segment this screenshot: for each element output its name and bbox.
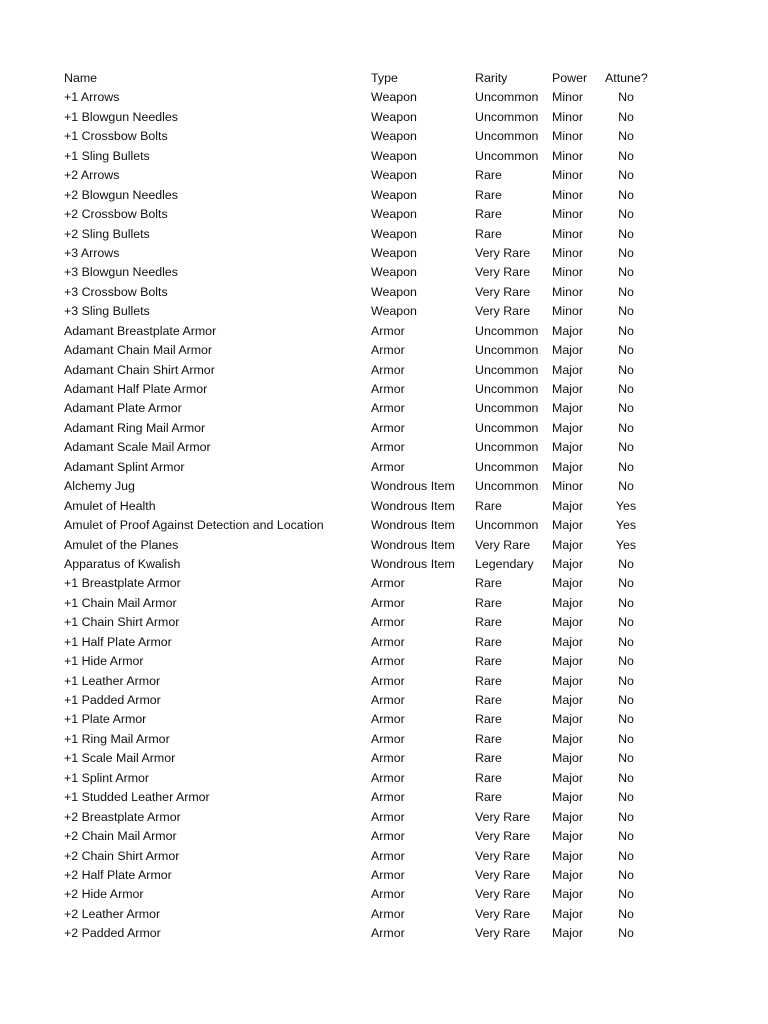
cell-type: Armor <box>371 420 405 435</box>
cell-name: +2 Crossbow Bolts <box>64 207 168 222</box>
cell-rarity: Very Rare <box>475 867 531 882</box>
cell-attune: No <box>618 576 634 591</box>
cell-name: +2 Half Plate Armor <box>64 867 172 882</box>
cell-name: +1 Padded Armor <box>64 693 161 707</box>
cell-attune: No <box>618 440 634 455</box>
cell-attune: No <box>618 848 634 863</box>
header-attune: Attune? <box>605 71 648 85</box>
cell-rarity: Uncommon <box>475 420 539 435</box>
table-row <box>0 905 768 924</box>
cell-attune: No <box>618 693 634 707</box>
table-row <box>0 866 768 885</box>
cell-attune: Yes <box>615 498 637 513</box>
cell-name: +2 Breastplate Armor <box>64 809 181 824</box>
cell-name: +2 Sling Bullets <box>64 226 150 241</box>
cell-type: Armor <box>371 751 405 766</box>
table-row <box>0 477 768 496</box>
cell-type: Weapon <box>371 168 417 183</box>
cell-attune: No <box>618 90 634 105</box>
cell-power: Major <box>552 401 583 416</box>
table-row <box>0 419 768 438</box>
cell-rarity: Rare <box>475 634 502 649</box>
table-row <box>0 225 768 244</box>
cell-rarity: Very Rare <box>475 906 531 921</box>
cell-attune: No <box>618 284 634 299</box>
cell-attune: No <box>618 343 634 358</box>
cell-name: Amulet of Proof Against Detection and Location <box>64 518 324 533</box>
cell-power: Major <box>552 362 583 377</box>
cell-attune: No <box>618 595 634 610</box>
cell-type: Armor <box>371 673 405 688</box>
table-row <box>0 341 768 360</box>
cell-type: Armor <box>371 809 405 824</box>
table-row <box>0 633 768 652</box>
cell-power: Major <box>552 459 583 474</box>
cell-power: Minor <box>552 207 583 222</box>
cell-name: +3 Blowgun Needles <box>64 265 179 280</box>
table-row <box>0 885 768 904</box>
cell-power: Major <box>552 518 583 533</box>
table-row <box>0 613 768 632</box>
cell-attune: No <box>618 420 634 435</box>
cell-type: Armor <box>371 459 405 474</box>
table-body <box>0 88 768 943</box>
cell-attune: No <box>618 226 634 241</box>
cell-power: Minor <box>552 90 583 105</box>
cell-rarity: Very Rare <box>475 304 531 319</box>
cell-type: Armor <box>371 731 405 746</box>
cell-attune: No <box>618 459 634 474</box>
cell-power: Major <box>552 867 583 882</box>
cell-rarity: Uncommon <box>475 440 539 455</box>
cell-type: Armor <box>371 615 405 630</box>
cell-rarity: Rare <box>475 498 502 513</box>
cell-type: Wondrous Item <box>371 537 455 552</box>
cell-rarity: Rare <box>475 712 502 727</box>
table-row <box>0 691 768 710</box>
table-row <box>0 749 768 768</box>
table-row <box>0 536 768 555</box>
cell-power: Major <box>552 556 583 571</box>
cell-type: Wondrous Item <box>371 518 455 533</box>
table-row <box>0 283 768 302</box>
cell-rarity: Very Rare <box>475 809 531 824</box>
cell-attune: No <box>618 809 634 824</box>
cell-power: Major <box>552 751 583 766</box>
table-row <box>0 166 768 185</box>
table-row <box>0 788 768 807</box>
cell-name: +1 Studded Leather Armor <box>64 790 210 805</box>
cell-name: +1 Scale Mail Armor <box>64 751 176 766</box>
cell-type: Armor <box>371 595 405 610</box>
cell-rarity: Very Rare <box>475 829 531 844</box>
table-row <box>0 555 768 574</box>
cell-power: Major <box>552 809 583 824</box>
cell-rarity: Very Rare <box>475 887 531 902</box>
cell-name: +2 Blowgun Needles <box>64 187 179 202</box>
cell-type: Weapon <box>371 148 417 163</box>
cell-name: Amulet of Health <box>64 498 156 513</box>
cell-rarity: Very Rare <box>475 926 531 941</box>
cell-rarity: Rare <box>475 595 502 610</box>
cell-power: Minor <box>552 168 583 183</box>
table-row <box>0 361 768 380</box>
cell-rarity: Uncommon <box>475 401 539 416</box>
cell-rarity: Uncommon <box>475 90 539 105</box>
cell-name: Adamant Chain Shirt Armor <box>64 362 215 377</box>
cell-rarity: Rare <box>475 673 502 688</box>
table-row <box>0 244 768 263</box>
cell-attune: No <box>618 323 634 338</box>
cell-name: +1 Crossbow Bolts <box>64 129 168 144</box>
table-row <box>0 516 768 535</box>
cell-attune: No <box>618 401 634 416</box>
cell-rarity: Rare <box>475 790 502 805</box>
cell-power: Minor <box>552 187 583 202</box>
table-row <box>0 399 768 418</box>
cell-power: Major <box>552 654 583 669</box>
cell-type: Weapon <box>371 226 417 241</box>
cell-name: +1 Ring Mail Armor <box>64 731 170 746</box>
cell-power: Major <box>552 906 583 921</box>
cell-type: Armor <box>371 770 405 785</box>
cell-type: Armor <box>371 829 405 844</box>
cell-name: +2 Chain Shirt Armor <box>64 848 180 863</box>
cell-name: +2 Leather Armor <box>64 906 161 921</box>
table-row <box>0 88 768 107</box>
cell-rarity: Uncommon <box>475 323 539 338</box>
cell-power: Major <box>552 498 583 513</box>
cell-name: Adamant Breastplate Armor <box>64 323 217 338</box>
table-row <box>0 438 768 457</box>
cell-power: Minor <box>552 304 583 319</box>
table-row <box>0 302 768 321</box>
cell-attune: No <box>618 906 634 921</box>
cell-name: +1 Chain Shirt Armor <box>64 615 180 630</box>
cell-power: Major <box>552 634 583 649</box>
cell-power: Minor <box>552 245 583 260</box>
cell-attune: No <box>618 362 634 377</box>
cell-type: Weapon <box>371 207 417 222</box>
cell-attune: No <box>618 168 634 183</box>
cell-type: Armor <box>371 693 405 707</box>
cell-attune: No <box>618 673 634 688</box>
header-rarity: Rarity <box>475 71 508 85</box>
cell-type: Armor <box>371 712 405 727</box>
cell-attune: No <box>618 245 634 260</box>
cell-rarity: Rare <box>475 615 502 630</box>
cell-power: Major <box>552 770 583 785</box>
cell-attune: No <box>618 129 634 144</box>
cell-power: Major <box>552 595 583 610</box>
cell-name: +1 Blowgun Needles <box>64 109 179 124</box>
cell-name: Adamant Plate Armor <box>64 401 182 416</box>
cell-name: Apparatus of Kwalish <box>64 556 181 571</box>
cell-rarity: Uncommon <box>475 459 539 474</box>
cell-power: Major <box>552 537 583 552</box>
cell-power: Minor <box>552 284 583 299</box>
cell-attune: Yes <box>615 518 637 533</box>
cell-attune: No <box>618 887 634 902</box>
table-row <box>0 147 768 166</box>
cell-attune: No <box>618 556 634 571</box>
cell-name: +2 Arrows <box>64 168 120 183</box>
cell-name: +1 Leather Armor <box>64 673 161 688</box>
cell-rarity: Very Rare <box>475 265 531 280</box>
cell-type: Armor <box>371 382 405 396</box>
cell-type: Armor <box>371 362 405 377</box>
cell-rarity: Uncommon <box>475 479 539 494</box>
cell-type: Wondrous Item <box>371 479 455 494</box>
cell-type: Armor <box>371 654 405 669</box>
cell-power: Major <box>552 790 583 805</box>
cell-power: Minor <box>552 129 583 144</box>
cell-rarity: Legendary <box>475 556 534 571</box>
cell-name: +3 Sling Bullets <box>64 304 150 319</box>
cell-rarity: Rare <box>475 693 502 707</box>
cell-rarity: Uncommon <box>475 148 539 163</box>
cell-power: Major <box>552 848 583 863</box>
cell-power: Major <box>552 576 583 591</box>
cell-power: Minor <box>552 148 583 163</box>
header-type: Type <box>371 71 398 85</box>
cell-power: Minor <box>552 226 583 241</box>
cell-type: Armor <box>371 790 405 805</box>
cell-type: Armor <box>371 926 405 941</box>
cell-type: Weapon <box>371 90 417 105</box>
cell-type: Weapon <box>371 129 417 144</box>
table-row <box>0 924 768 943</box>
cell-attune: No <box>618 187 634 202</box>
cell-type: Armor <box>371 440 405 455</box>
cell-rarity: Rare <box>475 168 502 183</box>
cell-attune: Yes <box>615 537 637 552</box>
table-row <box>0 827 768 846</box>
cell-type: Armor <box>371 887 405 902</box>
cell-attune: No <box>618 382 634 396</box>
cell-rarity: Uncommon <box>475 109 539 124</box>
cell-rarity: Rare <box>475 576 502 591</box>
cell-name: Adamant Scale Mail Armor <box>64 440 211 455</box>
header-power: Power <box>552 71 588 85</box>
cell-attune: No <box>618 790 634 805</box>
cell-type: Armor <box>371 848 405 863</box>
cell-rarity: Uncommon <box>475 518 539 533</box>
cell-name: Amulet of the Planes <box>64 537 179 552</box>
cell-rarity: Very Rare <box>475 848 531 863</box>
cell-attune: No <box>618 770 634 785</box>
cell-rarity: Very Rare <box>475 245 531 260</box>
cell-attune: No <box>618 829 634 844</box>
cell-name: +2 Hide Armor <box>64 887 144 902</box>
cell-attune: No <box>618 654 634 669</box>
cell-type: Wondrous Item <box>371 556 455 571</box>
cell-rarity: Rare <box>475 770 502 785</box>
cell-rarity: Rare <box>475 731 502 746</box>
cell-attune: No <box>618 731 634 746</box>
cell-power: Major <box>552 615 583 630</box>
cell-name: +1 Breastplate Armor <box>64 576 181 591</box>
cell-name: Alchemy Jug <box>64 479 135 494</box>
cell-attune: No <box>618 926 634 941</box>
cell-name: +1 Hide Armor <box>64 654 144 669</box>
cell-name: Adamant Half Plate Armor <box>64 382 208 396</box>
cell-attune: No <box>618 479 634 494</box>
table-row <box>0 108 768 127</box>
cell-name: +3 Arrows <box>64 245 120 260</box>
table-row <box>0 127 768 146</box>
cell-type: Weapon <box>371 109 417 124</box>
table-row <box>0 497 768 516</box>
table-row <box>0 594 768 613</box>
cell-name: +1 Splint Armor <box>64 770 150 785</box>
cell-power: Major <box>552 673 583 688</box>
cell-attune: No <box>618 207 634 222</box>
table-header-row <box>0 69 768 88</box>
table-row <box>0 574 768 593</box>
cell-attune: No <box>618 109 634 124</box>
cell-type: Weapon <box>371 284 417 299</box>
cell-attune: No <box>618 867 634 882</box>
cell-power: Major <box>552 343 583 358</box>
cell-name: +3 Crossbow Bolts <box>64 284 168 299</box>
cell-power: Major <box>552 382 583 396</box>
cell-power: Minor <box>552 109 583 124</box>
cell-type: Armor <box>371 906 405 921</box>
cell-power: Major <box>552 440 583 455</box>
cell-rarity: Very Rare <box>475 537 531 552</box>
table-row <box>0 380 768 399</box>
table-row <box>0 263 768 282</box>
cell-rarity: Rare <box>475 751 502 766</box>
cell-name: Adamant Ring Mail Armor <box>64 420 206 435</box>
cell-attune: No <box>618 615 634 630</box>
cell-power: Major <box>552 420 583 435</box>
table-row <box>0 458 768 477</box>
cell-type: Wondrous Item <box>371 498 455 513</box>
cell-name: +1 Sling Bullets <box>64 148 150 163</box>
cell-type: Weapon <box>371 187 417 202</box>
cell-name: +1 Plate Armor <box>64 712 147 727</box>
cell-rarity: Uncommon <box>475 129 539 144</box>
table-row <box>0 808 768 827</box>
cell-attune: No <box>618 634 634 649</box>
cell-type: Weapon <box>371 245 417 260</box>
cell-name: Adamant Chain Mail Armor <box>64 343 213 358</box>
cell-power: Major <box>552 693 583 707</box>
cell-rarity: Uncommon <box>475 343 539 358</box>
table-row <box>0 652 768 671</box>
table-row <box>0 847 768 866</box>
cell-attune: No <box>618 148 634 163</box>
cell-name: +2 Padded Armor <box>64 926 161 941</box>
cell-name: +1 Chain Mail Armor <box>64 595 177 610</box>
cell-attune: No <box>618 265 634 280</box>
cell-power: Major <box>552 829 583 844</box>
cell-type: Armor <box>371 576 405 591</box>
cell-attune: No <box>618 751 634 766</box>
cell-attune: No <box>618 712 634 727</box>
header-name: Name <box>64 71 98 85</box>
cell-power: Major <box>552 731 583 746</box>
table-row <box>0 205 768 224</box>
cell-type: Armor <box>371 323 405 338</box>
cell-type: Weapon <box>371 265 417 280</box>
cell-rarity: Rare <box>475 187 502 202</box>
cell-rarity: Rare <box>475 207 502 222</box>
cell-power: Major <box>552 712 583 727</box>
cell-type: Weapon <box>371 304 417 319</box>
cell-power: Minor <box>552 479 583 494</box>
cell-name: +1 Half Plate Armor <box>64 634 172 649</box>
cell-rarity: Uncommon <box>475 382 539 396</box>
cell-rarity: Rare <box>475 226 502 241</box>
table-row <box>0 730 768 749</box>
cell-type: Armor <box>371 634 405 649</box>
cell-type: Armor <box>371 343 405 358</box>
magic-item-table <box>0 69 768 944</box>
table-row <box>0 186 768 205</box>
cell-name: +2 Chain Mail Armor <box>64 829 177 844</box>
table-row <box>0 322 768 341</box>
cell-rarity: Very Rare <box>475 284 531 299</box>
cell-type: Armor <box>371 401 405 416</box>
cell-power: Major <box>552 926 583 941</box>
table-row <box>0 710 768 729</box>
cell-name: Adamant Splint Armor <box>64 459 185 474</box>
cell-rarity: Uncommon <box>475 362 539 377</box>
table-row <box>0 672 768 691</box>
cell-attune: No <box>618 304 634 319</box>
cell-power: Major <box>552 887 583 902</box>
cell-power: Minor <box>552 265 583 280</box>
cell-rarity: Rare <box>475 654 502 669</box>
cell-power: Major <box>552 323 583 338</box>
cell-name: +1 Arrows <box>64 90 120 105</box>
cell-type: Armor <box>371 867 405 882</box>
table-row <box>0 769 768 788</box>
